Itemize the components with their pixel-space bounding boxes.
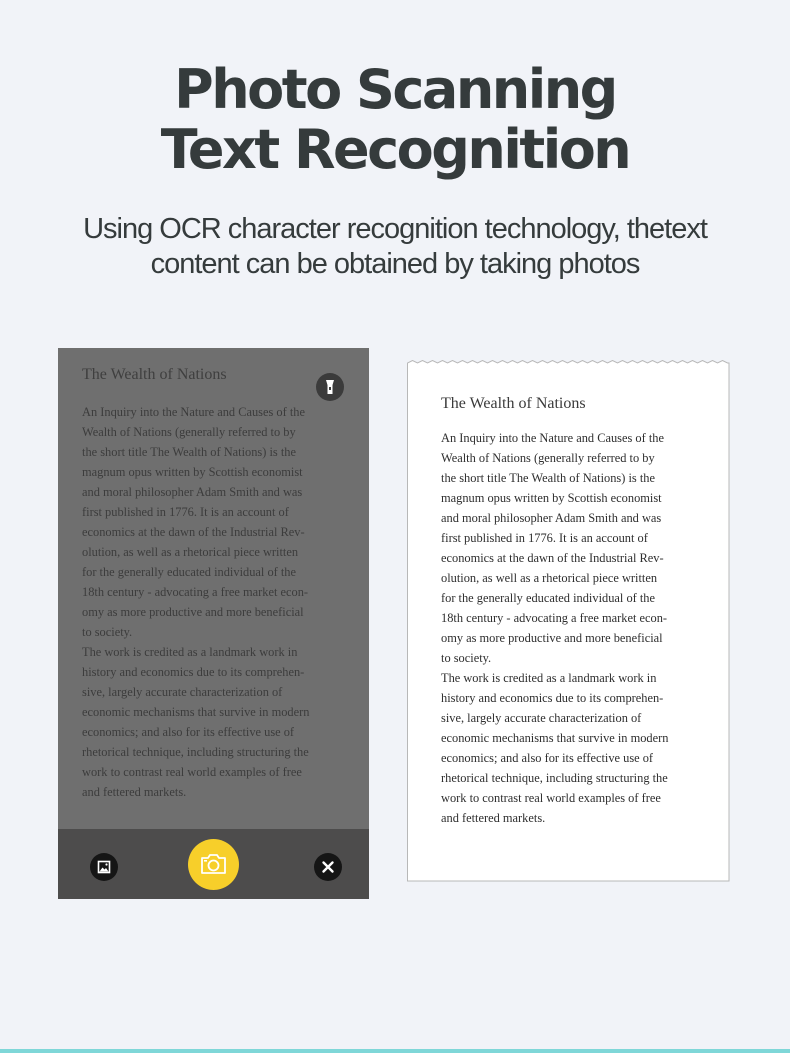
scan-text-line: economics at the dawn of the Industrial Rev-	[82, 525, 305, 539]
result-text-line: An Inquiry into the Nature and Causes of the	[441, 431, 664, 445]
page-title-line-1: Photo Scanning	[174, 58, 616, 121]
camera-toolbar	[58, 829, 369, 899]
result-text-line: history and economics due to its comprehen-	[441, 691, 664, 705]
result-text-line: the short title The Wealth of Nations) is the	[441, 471, 655, 485]
page-title-line-2: Text Recognition	[160, 118, 630, 181]
close-button[interactable]	[314, 853, 342, 881]
scan-text-line: to society.	[82, 625, 133, 639]
scan-text-line: The work is credited as a landmark work in	[82, 645, 298, 659]
scan-text-line: for the generally educated individual of the	[82, 565, 296, 579]
result-text-line: The work is credited as a landmark work in	[441, 671, 657, 685]
scan-text-line: economics; and also for its effective use of	[82, 725, 295, 739]
bottom-accent-line	[0, 1049, 790, 1053]
result-text-line: 18th century - advocating a free market econ-	[441, 611, 668, 625]
page-title	[0, 60, 790, 180]
result-text-line: magnum opus written by Scottish economist	[441, 491, 662, 505]
scan-text-line: the short title The Wealth of Nations) is the	[82, 445, 296, 459]
result-text-line: and fettered markets.	[441, 811, 546, 825]
camera-scan-view	[58, 348, 369, 899]
scan-text-line: rhetorical technique, including structuring the	[82, 745, 309, 759]
gallery-button[interactable]	[90, 853, 118, 881]
scan-text-line: history and economics due to its comprehen-	[82, 665, 305, 679]
scan-text-line: 18th century - advocating a free market econ-	[82, 585, 309, 599]
scan-text-line: first published in 1776. It is an account of	[82, 505, 289, 519]
scan-document-body	[82, 402, 352, 802]
result-document-title: The Wealth of Nations	[441, 395, 586, 412]
scan-text-line: economic mechanisms that survive in modern	[82, 705, 310, 719]
scan-text-line: sive, largely accurate characterization of	[82, 685, 283, 699]
result-text-line: and moral philosopher Adam Smith and was	[441, 511, 662, 525]
result-text-line: rhetorical technique, including structuring the	[441, 771, 668, 785]
result-text-line: work to contrast real world examples of free	[441, 791, 661, 805]
shutter-button[interactable]	[188, 839, 239, 890]
result-text-line: to society.	[441, 651, 492, 665]
result-text-line: olution, as well as a rhetorical piece written	[441, 571, 658, 585]
scan-document-title: The Wealth of Nations	[82, 366, 227, 383]
scan-text-line: olution, as well as a rhetorical piece written	[82, 545, 299, 559]
flashlight-icon	[316, 373, 344, 401]
result-text-line: economic mechanisms that survive in modern	[441, 731, 669, 745]
page-subtitle-line-2: content can be obtained by taking photos	[150, 248, 640, 280]
scan-text-line: Wealth of Nations (generally referred to by	[82, 425, 296, 439]
page-subtitle-line-1: Using OCR character recognition technology, thetext	[83, 213, 707, 245]
result-text-line: economics; and also for its effective use of	[441, 751, 654, 765]
close-icon	[314, 853, 342, 881]
scan-text-line: and fettered markets.	[82, 785, 187, 799]
result-document-body	[441, 428, 711, 828]
result-text-line: omy as more productive and more beneficial	[441, 631, 663, 645]
scan-text-line: An Inquiry into the Nature and Causes of the	[82, 405, 305, 419]
image-gallery-icon	[90, 853, 118, 881]
result-text-line: Wealth of Nations (generally referred to by	[441, 451, 655, 465]
result-text-line: for the generally educated individual of the	[441, 591, 655, 605]
result-text-line: sive, largely accurate characterization of	[441, 711, 642, 725]
scan-text-line: magnum opus written by Scottish economist	[82, 465, 303, 479]
flashlight-button[interactable]	[316, 373, 344, 401]
result-text-line: economics at the dawn of the Industrial Rev-	[441, 551, 664, 565]
scan-text-line: omy as more productive and more beneficial	[82, 605, 304, 619]
camera-icon	[188, 839, 239, 890]
result-text-line: first published in 1776. It is an account of	[441, 531, 648, 545]
scan-text-line: and moral philosopher Adam Smith and was	[82, 485, 303, 499]
page-subtitle	[0, 212, 790, 282]
recognized-text-result	[407, 360, 730, 882]
scan-text-line: work to contrast real world examples of free	[82, 765, 302, 779]
